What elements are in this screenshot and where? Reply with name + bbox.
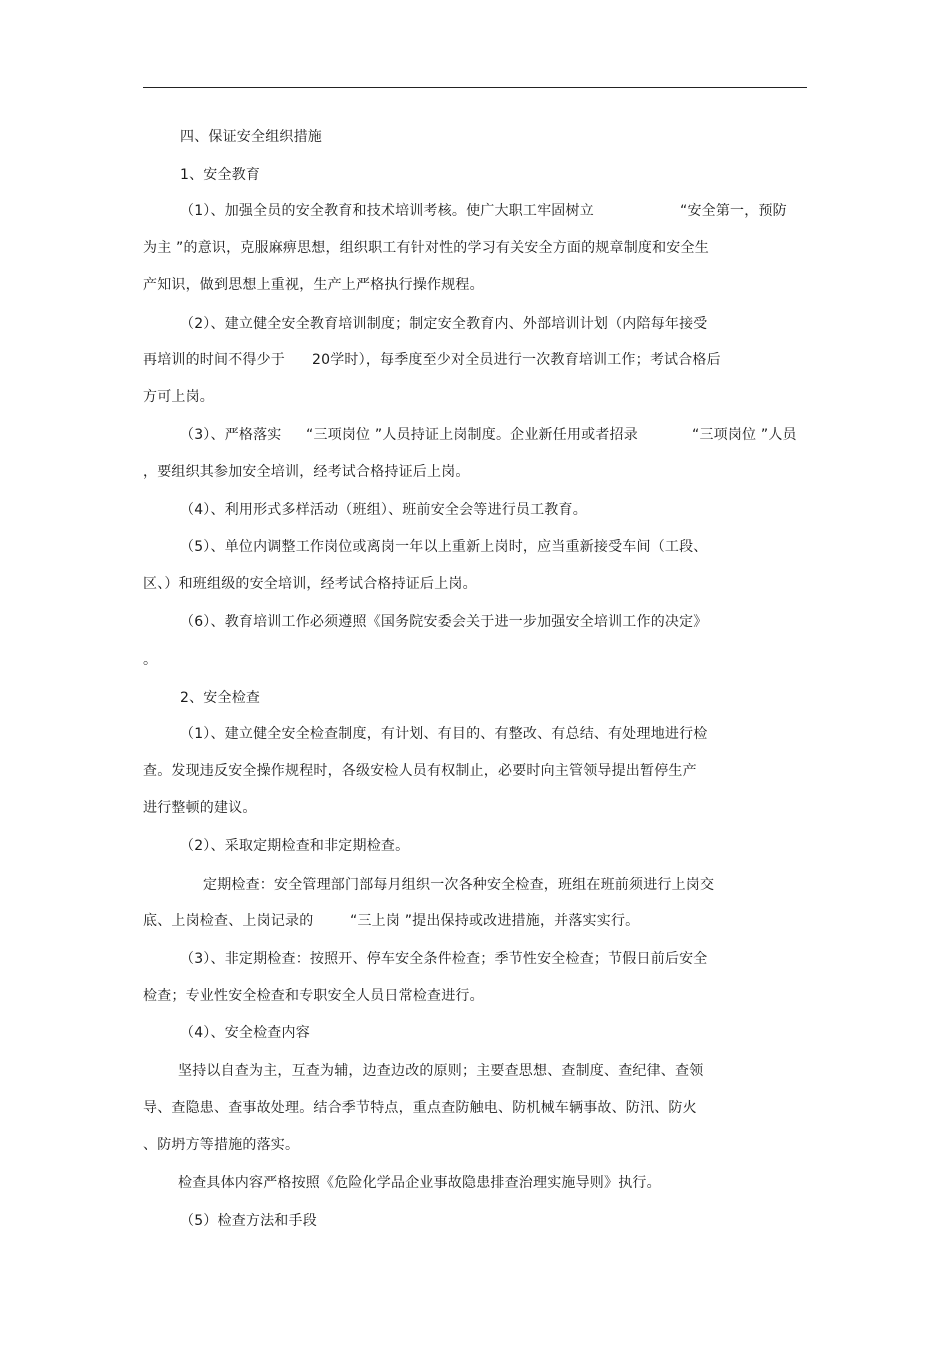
paragraph-line: “安全第一，预防 [680,203,787,219]
paragraph-line: （5）检查方法和手段 [180,1213,317,1229]
paragraph-line: 再培训的时间不得少于 [143,352,285,368]
paragraph-line: （3）、非定期检查：按照开、停车安全条件检查；季节性安全检查；节假日前后安全 [180,951,708,967]
paragraph-line: 底、上岗检查、上岗记录的 [143,913,314,929]
paragraph-line: 导、查隐患、查事故处理。结合季节特点，重点查防触电、防机械车辆事故、防汛、防火 [143,1100,697,1116]
paragraph-line: 查。发现违反安全操作规程时，各级安检人员有权制止，必要时向主管领导提出暂停生产 [143,763,697,779]
paragraph-line: 进行整顿的建议。 [143,800,257,816]
paragraph-line: “三项岗位 ”人员持证上岗制度。企业新任用或者招录 [306,427,638,443]
paragraph-line: 方可上岗。 [143,389,214,405]
paragraph-line: （2）、建立健全安全教育培训制度；制定安全教育内、外部培训计划（内陪每年接受 [180,316,708,332]
paragraph-line: 检查具体内容严格按照《危险化学品企业事故隐患排查治理实施导则》执行。 [178,1175,661,1191]
paragraph-line: （1）、建立健全安全检查制度，有计划、有目的、有整改、有总结、有处理地进行检 [180,726,708,742]
section-heading: 四、保证安全组织措施 [180,129,322,145]
paragraph-line: ，要组织其参加安全培训，经考试合格持证后上岗。 [143,464,470,480]
paragraph-line: （5）、单位内调整工作岗位或离岗一年以上重新上岗时，应当重新接受车间（工段、 [180,539,708,555]
paragraph-line: （3）、严格落实 [180,427,282,443]
paragraph-line: 、防坍方等措施的落实。 [143,1137,300,1153]
paragraph-line: 检查；专业性安全检查和专职安全人员日常检查进行。 [143,988,484,1004]
paragraph-line: “三项岗位 ”人员 [692,427,797,443]
paragraph-line: 20学时），每季度至少对全员进行一次教育培训工作；考试合格后 [312,352,721,368]
paragraph-line: 定期检查：安全管理部门部每月组织一次各种安全检查，班组在班前须进行上岗交 [203,877,715,893]
paragraph-line: 坚持以自查为主，互查为辅，边查边改的原则；主要查思想、查制度、查纪律、查领 [178,1063,704,1079]
paragraph-line: （4）、利用形式多样活动（班组）、班前安全会等进行员工教育。 [180,502,587,518]
paragraph-line: “三上岗 ”提出保持或改进措施，并落实实行。 [350,913,640,929]
paragraph-line: 区、）和班组级的安全培训，经考试合格持证后上岗。 [143,576,477,592]
paragraph-line: （1）、加强全员的安全教育和技术培训考核。使广大职工牢固树立 [180,203,594,219]
paragraph-line: （2）、采取定期检查和非定期检查。 [180,838,410,854]
paragraph-line: 产知识，做到思想上重视，生产上严格执行操作规程。 [143,277,484,293]
paragraph-line: 为主 ”的意识，克服麻痹思想，组织职工有针对性的学习有关安全方面的规章制度和安全生 [143,240,709,256]
header-rule [143,87,807,88]
subsection-heading: 1、安全教育 [180,167,261,183]
paragraph-line: （4）、安全检查内容 [180,1025,310,1041]
subsection-heading: 2、安全检查 [180,690,261,706]
paragraph-line: 。 [143,652,158,668]
paragraph-line: （6）、教育培训工作必须遵照《国务院安委会关于进一步加强安全培训工作的决定》 [180,614,708,630]
